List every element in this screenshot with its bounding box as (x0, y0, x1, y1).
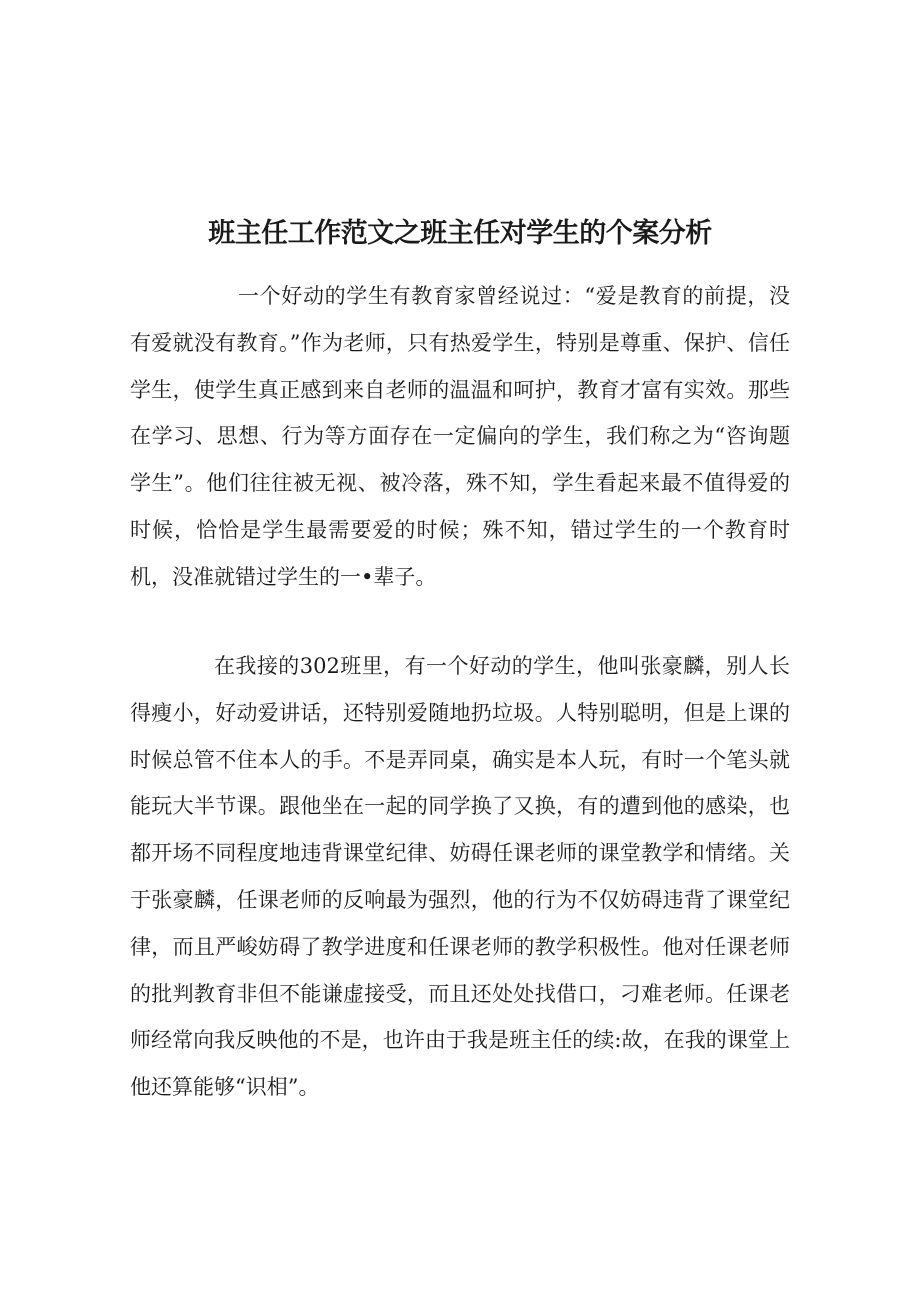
document-title: 班主任工作范文之班主任对学生的个案分析 (208, 218, 712, 250)
paragraph-case: 在我接的302班里，有一个好动的学生，他叫张豪麟，别人长得瘦小，好动爱讲话，还特别爱随地扔垃圾。人特别聪明，但是上课的时候总管不住本人的手。不是弄同桌，确实是本人玩，有时一个笔头就能玩大半节课。跟他坐在一起的同学换了又换，有的遭到他的感染，也都开场不同程度地违背课堂纪律、妨碍任课老师的课堂教学和情绪。关于张豪麟，任课老师的反响最为强烈，他的行为不仅妨碍违背了课堂纪律，而且严峻妨碍了教学进度和任课老师的教学积极性。他对任课老师的批判教育非但不能谦虚接受，而且还处处找借口，刁难老师。任课老师经常向我反映他的不是，也许由于我是班主任的续:故，在我的课堂上他还算能够“识相”。 (130, 654, 790, 1100)
paragraph-intro: 一个好动的学生有教育家曾经说过：“爱是教育的前提，没有爱就没有教育。”作为老师，只有热爱学生，特别是尊重、保护、信任学生，使学生真正感到来自老师的温温和呵护，教育才富有实效。那些在学习、思想、行为等方面存在一定偏向的学生，我们称之为“咨询题学生”。他们往往被无视、被冷落，殊不知，学生看起来最不值得爱的时候，恰恰是学生最需要爱的时候；殊不知，错过学生的一个教育时机，没准就错过学生的一•辈子。 (130, 284, 790, 589)
